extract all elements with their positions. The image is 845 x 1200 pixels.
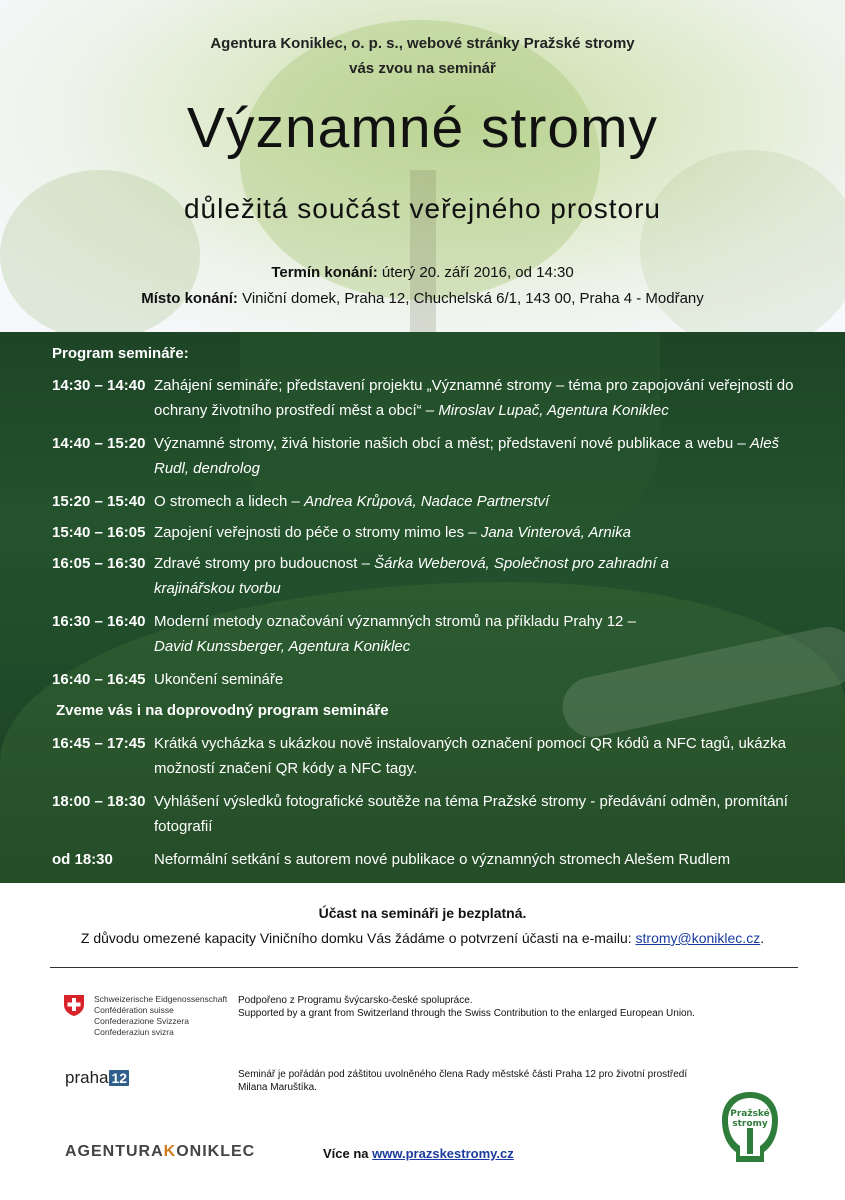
organizer-line: Agentura Koniklec, o. p. s., webové stránky Pražské stromy <box>210 35 635 52</box>
swiss-line: Confederaziun svizra <box>94 1027 174 1037</box>
program-time: 14:30 – 14:40 <box>52 377 146 394</box>
program-time: 15:40 – 16:05 <box>52 524 146 541</box>
program-topic: Významné stromy, živá historie našich obcí a měst; představení nové publikace a webu – <box>154 435 750 452</box>
confirm-end: . <box>760 930 765 946</box>
agentura-logo-text: AGENTURA <box>65 1143 164 1160</box>
praha-logo-text: praha <box>65 1068 109 1087</box>
patron-text <box>238 1068 687 1094</box>
term-label: Termín konání: <box>271 264 378 281</box>
term-line <box>0 264 845 281</box>
program-topic: Moderní metody označování významných stromů na příkladu Prahy 12 – <box>154 613 636 630</box>
program-speaker: Šárka Weberová, Společnost pro zahradní a krajinářskou tvorbu <box>154 555 670 597</box>
program-text <box>154 609 674 659</box>
swiss-line: Confederazione Svizzera <box>94 1016 189 1026</box>
program-text <box>154 520 814 545</box>
program-speaker: Jana Vinterová, Arnika <box>480 524 631 541</box>
program-topic: Zapojení veřejnosti do péče o stromy mimo les – <box>154 524 481 541</box>
logo-text-line1: Pražské <box>730 1109 770 1119</box>
patron-line: Seminář je pořádán pod záštitou uvolněného člena Rady městské části Praha 12 pro životní prostředí <box>238 1069 688 1080</box>
website-link[interactable]: www.prazskestromy.cz <box>372 1146 514 1161</box>
program-speaker: David Kunssberger, Agentura Koniklec <box>154 638 411 655</box>
program-text <box>154 373 814 423</box>
term-value: úterý 20. září 2016, od 14:30 <box>377 264 574 281</box>
companion-time: od 18:30 <box>52 851 113 868</box>
page-subtitle: důležitá součást veřejného prostoru <box>183 193 662 224</box>
companion-time: 16:45 – 17:45 <box>52 735 146 752</box>
place-value: Viniční domek, Praha 12, Chuchelská 6/1, 143 00, Praha 4 - Modřany <box>237 290 704 307</box>
logo-text-line2: stromy <box>732 1119 768 1129</box>
program-topic: Zahájení semináře; představení projektu „Významné stromy – téma pro zapojování veřejnosti do ochrany životního prostředí měst a obcí“ – <box>154 377 794 419</box>
page-title: Významné stromy <box>186 96 659 160</box>
tree-right-shape <box>640 150 845 350</box>
support-en: Supported by a grant from Switzerland through the Swiss Contribution to the enlarged European Union. <box>238 1008 695 1019</box>
program-heading: Program semináře: <box>52 345 189 362</box>
program-text <box>154 667 814 692</box>
program-speaker: Andrea Krůpová, Nadace Partnerství <box>304 493 550 510</box>
invite-line: vás zvou na seminář <box>349 60 496 77</box>
place-line <box>0 290 845 307</box>
praha12-logo <box>65 1068 129 1088</box>
program-topic: O stromech a lidech – <box>154 493 305 510</box>
program-time: 16:40 – 16:45 <box>52 671 146 688</box>
program-speaker: Miroslav Lupač, Agentura Koniklec <box>438 402 669 419</box>
agentura-koniklec-logo <box>65 1143 255 1161</box>
companion-text: Neformální setkání s autorem nové publikace o významných stromech Alešem Rudlem <box>154 851 731 868</box>
confirm-note <box>0 930 845 946</box>
more-info <box>323 1146 514 1161</box>
place-label: Místo konání: <box>141 290 238 307</box>
swiss-coat-of-arms-icon <box>62 993 86 1017</box>
program-text <box>154 551 714 601</box>
program-time: 14:40 – 15:20 <box>52 435 146 452</box>
program-time: 16:05 – 16:30 <box>52 555 146 572</box>
support-text <box>238 994 695 1020</box>
support-cz: Podpořeno z Programu švýcarsko-české spolupráce. <box>238 995 473 1006</box>
confirm-text: Z důvodu omezené kapacity Viničního domku Vás žádáme o potvrzení účasti na e-mailu: <box>80 930 636 946</box>
agentura-logo-text-end: ONIKLEC <box>176 1143 256 1160</box>
agentura-logo-k: K <box>163 1143 177 1160</box>
swiss-line: Schweizerische Eidgenossenschaft <box>94 994 228 1004</box>
prazske-stromy-logo <box>720 1090 780 1166</box>
companion-heading: Zveme vás i na doprovodný program semináře <box>56 702 389 719</box>
email-link[interactable]: stromy@koniklec.cz <box>635 930 761 946</box>
companion-text: Krátká vycházka s ukázkou nově instalovaných označení pomocí QR kódů a NFC tagů, ukázka možností značení QR kódy a NFC tagy. <box>154 735 786 777</box>
patron-line: Milana Maruštíka. <box>238 1082 317 1093</box>
divider <box>50 967 798 968</box>
companion-text: Vyhlášení výsledků fotografické soutěže na téma Pražské stromy - předávání odměn, promítání fotografií <box>154 793 788 835</box>
program-topic: Zdravé stromy pro budoucnost – <box>154 555 375 572</box>
program-topic: Ukončení semináře <box>154 671 284 688</box>
program-text <box>154 489 814 514</box>
companion-time: 18:00 – 18:30 <box>52 793 146 810</box>
program-speaker: Aleš Rudl, dendrolog <box>154 435 780 477</box>
praha-logo-number: 12 <box>111 1070 128 1086</box>
swiss-confederation-text <box>94 994 227 1038</box>
more-label: Více na <box>323 1146 373 1161</box>
program-text <box>154 431 794 481</box>
program-time: 16:30 – 16:40 <box>52 613 146 630</box>
swiss-line: Confédération suisse <box>94 1005 174 1015</box>
program-time: 15:20 – 15:40 <box>52 493 146 510</box>
free-admission-note: Účast na semináři je bezplatná. <box>318 905 527 921</box>
